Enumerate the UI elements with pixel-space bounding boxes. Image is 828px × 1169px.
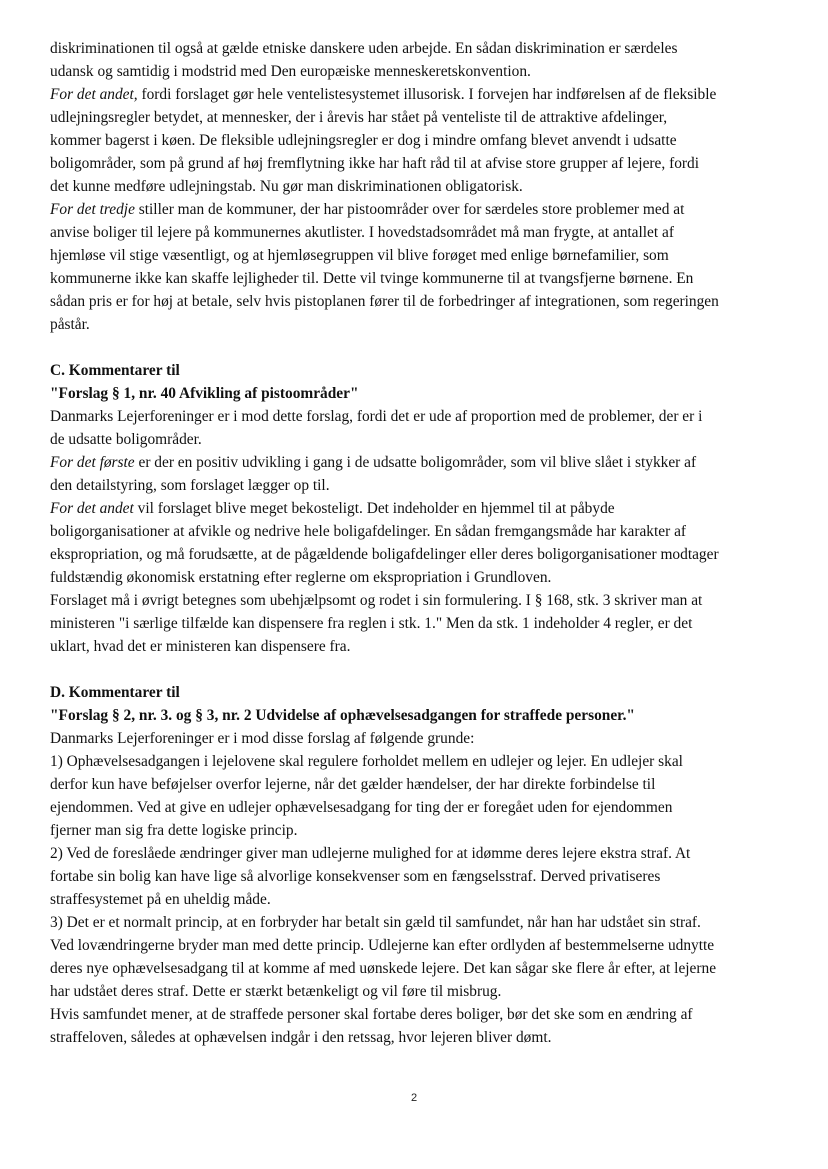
- text-line: [50, 497, 774, 520]
- text-line: [50, 1026, 774, 1049]
- text-run: fjerner man sig fra dette logiske princip.: [50, 822, 298, 839]
- text-line: [50, 819, 774, 842]
- text-run: udansk og samtidig i modstrid med Den europæiske menneskeretskonvention.: [50, 63, 531, 80]
- text-line: [50, 37, 774, 60]
- text-line: [50, 888, 774, 911]
- text-run: påstår.: [50, 316, 90, 333]
- text-line: [50, 520, 774, 543]
- paragraph: [50, 451, 774, 497]
- heading-line: [50, 704, 774, 727]
- text-run: derfor kun have beføjelser overfor lejerne, når det gælder hændelser, der har direkte forbindelse til: [50, 776, 656, 793]
- text-line: [50, 911, 774, 934]
- text-line: [50, 451, 774, 474]
- text-line: [50, 589, 774, 612]
- text-run: ministeren "i særlige tilfælde kan dispensere fra reglen i stk. 1." Men da stk. 1 indeholder 4 regler, er det: [50, 615, 693, 632]
- text-run: 3) Det er et normalt princip, at en forbryder har betalt sin gæld til samfundet, når han har udstået sin straf.: [50, 914, 701, 931]
- italic-lead-phrase: For det første: [50, 454, 135, 471]
- text-run: Forslaget må i øvrigt betegnes som ubehjælpsomt og rodet i sin formulering. I § 168, stk. 3 skriver man at: [50, 592, 703, 609]
- paragraph: [50, 911, 774, 1003]
- text-run: D. Kommentarer til: [50, 684, 180, 701]
- text-run: kommer bagerst i køen. De fleksible udlejningsregler er dog i mindre omfang blevet anvendt i udsatte: [50, 132, 677, 149]
- text-line: [50, 152, 774, 175]
- text-line: [50, 405, 774, 428]
- text-run: hjemløse vil stige væsentligt, og at hjemløsegruppen vil blive forøget med enlige børnefamilier, som: [50, 247, 669, 264]
- text-line: [50, 773, 774, 796]
- paragraph: [50, 727, 774, 750]
- text-run: kommunerne ikke kan skaffe lejligheder til. Dette vil tvinge kommunerne til at tvangsfjerne børnene. En: [50, 270, 694, 287]
- text-run: 2) Ved de foreslåede ændringer giver man udlejerne mulighed for at idømme deres lejere ekstra straf. At: [50, 845, 691, 862]
- section-heading: [50, 359, 774, 405]
- text-run: vil forslaget blive meget bekosteligt. Det indeholder en hjemmel til at påbyde: [133, 500, 615, 517]
- text-run: straffeloven, således at ophævelsen indgår i den retssag, hvor lejeren bliver dømt.: [50, 1029, 552, 1046]
- text-line: [50, 543, 774, 566]
- text-run: Ved lovændringerne bryder man med dette princip. Udlejerne kan efter ordlyden af bestemmelserne udnytte: [50, 937, 715, 954]
- text-run: stiller man de kommuner, der har pistoområder over for særdeles store problemer med at: [134, 201, 685, 218]
- text-line: [50, 980, 774, 1003]
- text-line: [50, 83, 774, 106]
- text-line: [50, 198, 774, 221]
- text-run: "Forslag § 1, nr. 40 Afvikling af pistoområder": [50, 385, 359, 402]
- section-spacer: [50, 336, 774, 359]
- section-heading: [50, 681, 774, 727]
- text-run: deres nye ophævelsesadgang til at komme af med uønskede lejere. Det kan sågar ske flere år efter, at lejerne: [50, 960, 717, 977]
- text-line: [50, 60, 774, 83]
- text-line: [50, 106, 774, 129]
- text-line: [50, 313, 774, 336]
- paragraph: [50, 589, 774, 658]
- text-run: det kunne medføre udlejningstab. Nu gør man diskriminationen obligatorisk.: [50, 178, 523, 195]
- heading-line: [50, 359, 774, 382]
- text-run: ejendommen. Ved at give en udlejer ophævelsesadgang for ting der er foregået uden for ejendommen: [50, 799, 673, 816]
- text-run: fortabe sin bolig kan have lige så alvorlige konsekvenser som en fængselsstraf. Derved privatiseres: [50, 868, 661, 885]
- text-line: [50, 957, 774, 980]
- text-run: straffesystemet på en uheldig måde.: [50, 891, 271, 908]
- text-run: C. Kommentarer til: [50, 362, 180, 379]
- text-line: [50, 727, 774, 750]
- text-run: Danmarks Lejerforeninger er i mod dette forslag, fordi det er ude af proportion med de problemer, der er i: [50, 408, 703, 425]
- text-run: anvise boliger til lejere på kommunernes akutlister. I hovedstadsområdet må man frygte, at antallet af: [50, 224, 674, 241]
- text-run: 1) Ophævelsesadgangen i lejelovene skal regulere forholdet mellem en udlejer og lejer. En udlejer skal: [50, 753, 683, 770]
- section-spacer: [50, 658, 774, 681]
- text-run: uklart, hvad det er ministeren kan dispensere fra.: [50, 638, 351, 655]
- text-line: [50, 290, 774, 313]
- text-line: [50, 796, 774, 819]
- text-run: fordi forslaget gør hele ventelistesystemet illusorisk. I forvejen har indførelsen af de fleksible: [137, 86, 717, 103]
- paragraph: [50, 405, 774, 451]
- text-run: fuldstændig økonomisk erstatning efter reglerne om ekspropriation i Grundloven.: [50, 569, 552, 586]
- text-run: diskriminationen til også at gælde etniske danskere uden arbejde. En sådan diskrimination er særdeles: [50, 40, 678, 57]
- paragraph: [50, 497, 774, 589]
- paragraph: [50, 83, 774, 198]
- text-line: [50, 129, 774, 152]
- text-line: [50, 750, 774, 773]
- heading-line: [50, 382, 774, 405]
- text-run: de udsatte boligområder.: [50, 431, 202, 448]
- text-line: [50, 244, 774, 267]
- italic-lead-phrase: For det andet,: [50, 86, 138, 103]
- paragraph: [50, 750, 774, 842]
- text-line: [50, 566, 774, 589]
- text-line: [50, 1003, 774, 1026]
- text-run: Danmarks Lejerforeninger er i mod disse forslag af følgende grunde:: [50, 730, 475, 747]
- text-run: udlejningsregler betydet, at mennesker, der i årevis har stået på venteliste til de attraktive afdelinger,: [50, 109, 668, 126]
- text-line: [50, 428, 774, 451]
- text-line: [50, 474, 774, 497]
- paragraph: [50, 1003, 774, 1049]
- paragraph: [50, 842, 774, 911]
- paragraph: [50, 37, 774, 83]
- italic-lead-phrase: For det andet: [50, 500, 134, 517]
- text-run: "Forslag § 2, nr. 3. og § 3, nr. 2 Udvidelse af ophævelsesadgangen for straffede personer.": [50, 707, 635, 724]
- text-line: [50, 842, 774, 865]
- page-number: 2: [410, 1092, 418, 1104]
- text-line: [50, 221, 774, 244]
- text-run: er der en positiv udvikling i gang i de udsatte boligområder, som vil blive slået i stykker af: [134, 454, 697, 471]
- text-line: [50, 865, 774, 888]
- text-run: den detailstyring, som forslaget lægger op til.: [50, 477, 330, 494]
- text-line: [50, 635, 774, 658]
- italic-lead-phrase: For det tredje: [50, 201, 135, 218]
- text-run: har udstået deres straf. Dette er stærkt betænkeligt og vil føre til misbrug.: [50, 983, 502, 1000]
- text-run: sådan pris er for høj at betale, selv hvis pistoplanen fører til de forbedringer af integrationen, som regeringen: [50, 293, 719, 310]
- paragraph: [50, 198, 774, 336]
- text-run: boligorganisationer at afvikle og nedrive hele boligafdelinger. En sådan fremgangsmåde har karakter af: [50, 523, 687, 540]
- heading-line: [50, 681, 774, 704]
- text-line: [50, 175, 774, 198]
- text-line: [50, 612, 774, 635]
- document-body: [50, 37, 774, 1049]
- text-line: [50, 267, 774, 290]
- text-run: Hvis samfundet mener, at de straffede personer skal fortabe deres boliger, bør det ske som en ændring af: [50, 1006, 693, 1023]
- text-run: ekspropriation, og må forudsætte, at de pågældende boligafdelinger eller deres boligorganisationer modtager: [50, 546, 719, 563]
- text-run: boligområder, som på grund af høj fremflytning ikke har haft råd til at afvise store grupper af lejere, fordi: [50, 155, 699, 172]
- text-line: [50, 934, 774, 957]
